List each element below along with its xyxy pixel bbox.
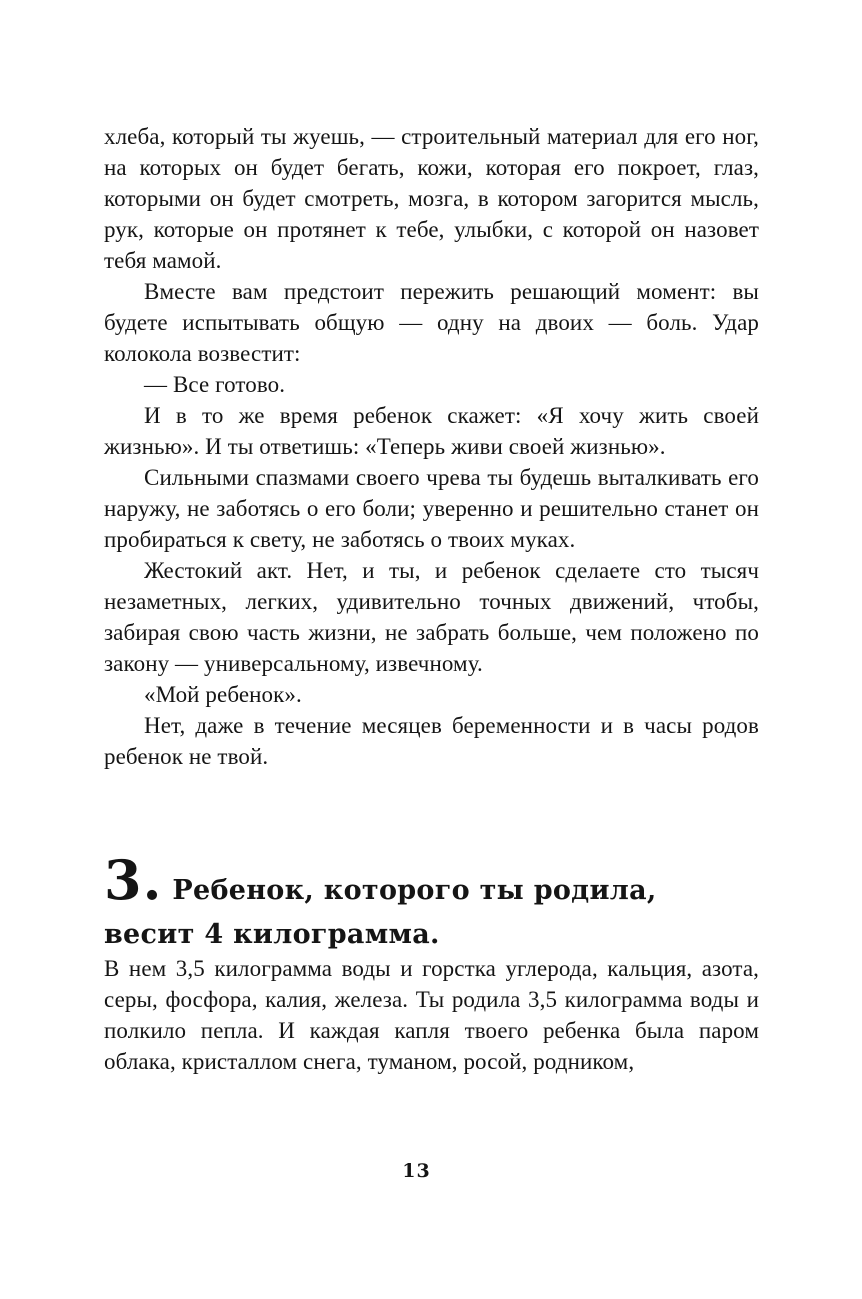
body-paragraph: Нет, даже в течение месяцев беременности и в часы родов ребенок не твой. xyxy=(104,713,759,769)
section-number: 3. xyxy=(104,848,163,912)
body-paragraph: Вместе вам предстоит пережить решающий момент: вы будете испытывать общую — одну на двоих — боль. Удар колокола возвестит: xyxy=(104,279,759,366)
body-paragraph: В нем 3,5 килограмма воды и горстка углерода, кальция, азота, серы, фосфора, калия, железа. Ты родила 3,5 килограмма воды и полкило пепла. И каждая капля твоего ребенка была паром облака, кристаллом снега, туманом, росой, родником, xyxy=(104,956,759,1074)
body-paragraph: Жестокий акт. Нет, и ты, и ребенок сделаете сто тысяч незаметных, легких, удивительно точных движений, чтобы, забирая свою часть жизни, не забрать больше, чем положено по закону — универсальному, извечному. xyxy=(104,558,759,676)
section-heading-line1 xyxy=(104,848,759,916)
body-paragraph: хлеба, который ты жуешь, — строительный материал для его ног, на которых он будет бегать, кожи, которая его покроет, глаз, которыми он будет смотреть, мозга, в котором загорится мысль, рук, которые он протянет к тебе, улыбки, с которой он назовет тебя мамой. xyxy=(104,124,759,273)
body-paragraph: И в то же время ребенок скажет: «Я хочу жить своей жизнью». И ты ответишь: «Теперь живи своей жизнью». xyxy=(104,403,759,459)
quote-line: «Мой ребенок». xyxy=(144,682,302,707)
body-paragraph: Сильными спазмами своего чрева ты будешь выталкивать его наружу, не заботясь о его боли; уверенно и решительно станет он пробираться к свету, не заботясь о твоих муках. xyxy=(104,465,759,552)
text-block xyxy=(104,121,759,1077)
section-title-line2: весит 4 килограмма. xyxy=(104,919,440,950)
section-heading xyxy=(104,848,759,953)
section-title-line1: Ребенок, которого ты родила, xyxy=(172,875,657,906)
page-number: 13 xyxy=(402,1160,431,1182)
dialogue-line: — Все готово. xyxy=(144,372,286,397)
